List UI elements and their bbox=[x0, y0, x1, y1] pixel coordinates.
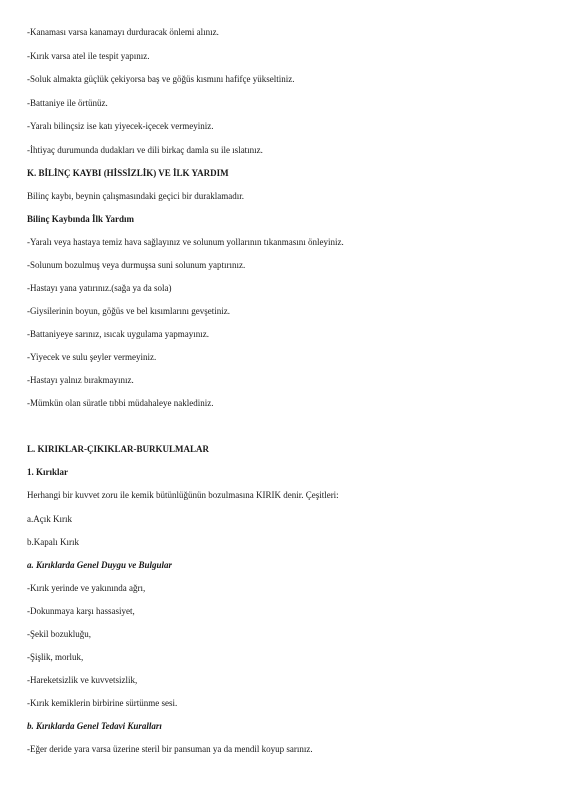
subsection-heading: Bilinç Kaybında İlk Yardım bbox=[27, 214, 134, 224]
list-item: -Mümkün olan süratle tıbbi müdahaleye naklediniz. bbox=[27, 398, 214, 408]
list-item: -Solunum bozulmuş veya durmuşsa suni solunum yaptırınız. bbox=[27, 260, 246, 270]
list-item: -Battaniyeye sarınız, ısıcak uygulama yapmayınız. bbox=[27, 329, 209, 339]
subsection-heading: b. Kırıklarda Genel Tedavi Kuralları bbox=[27, 721, 162, 731]
subsection-heading: a. Kırıklarda Genel Duygu ve Bulgular bbox=[27, 560, 173, 570]
paragraph: Bilinç kaybı, beynin çalışmasındaki geçici bir duraklamadır. bbox=[27, 191, 244, 201]
list-item: -Kırık yerinde ve yakınında ağrı, bbox=[27, 583, 146, 593]
list-item: -Şişlik, morluk, bbox=[27, 652, 84, 662]
list-item: -Dokunmaya karşı hassasiyet, bbox=[27, 606, 135, 616]
list-item: -Yaralı veya hastaya temiz hava sağlayınız ve solunum yollarının tıkanmasını önleyiniz. bbox=[27, 237, 344, 247]
section-heading: L. KIRIKLAR-ÇIKIKLAR-BURKULMALAR bbox=[27, 444, 210, 454]
subsection-heading: 1. Kırıklar bbox=[27, 467, 68, 477]
section-heading: K. BİLİNÇ KAYBI (HİSSİZLİK) VE İLK YARDIM bbox=[27, 168, 229, 178]
list-item: -Kırık varsa atel ile tespit yapınız. bbox=[27, 51, 150, 61]
list-item: -Battaniye ile örtünüz. bbox=[27, 98, 108, 108]
list-item: -Şekil bozukluğu, bbox=[27, 629, 91, 639]
list-item: -Hastayı yalnız bırakmayınız. bbox=[27, 375, 134, 385]
paragraph: Herhangi bir kuvvet zoru ile kemik bütünlüğünün bozulmasına KIRIK denir. Çeşitleri: bbox=[27, 490, 339, 500]
list-item: -Kırık kemiklerin birbirine sürtünme sesi. bbox=[27, 698, 178, 708]
list-item: -İhtiyaç durumunda dudakları ve dili birkaç damla su ile ıslatınız. bbox=[27, 145, 263, 155]
list-item: a.Açık Kırık bbox=[27, 514, 72, 524]
list-item: -Kanaması varsa kanamayı durduracak önlemi alınız. bbox=[27, 27, 219, 37]
list-item: -Yiyecek ve sulu şeyler vermeyiniz. bbox=[27, 352, 157, 362]
list-item: b.Kapalı Kırık bbox=[27, 537, 79, 547]
list-item: -Yaralı bilinçsiz ise katı yiyecek-içecek vermeyiniz. bbox=[27, 121, 214, 131]
list-item: -Giysilerinin boyun, göğüs ve bel kısımlarını gevşetiniz. bbox=[27, 306, 230, 316]
list-item: -Hastayı yana yatırınız.(sağa ya da sola) bbox=[27, 283, 172, 293]
list-item: -Soluk almakta güçlük çekiyorsa baş ve göğüs kısmını hafifçe yükseltiniz. bbox=[27, 74, 295, 84]
list-item: -Eğer deride yara varsa üzerine steril bir pansuman ya da mendil koyup sarınız. bbox=[27, 744, 313, 754]
list-item: -Hareketsizlik ve kuvvetsizlik, bbox=[27, 675, 138, 685]
